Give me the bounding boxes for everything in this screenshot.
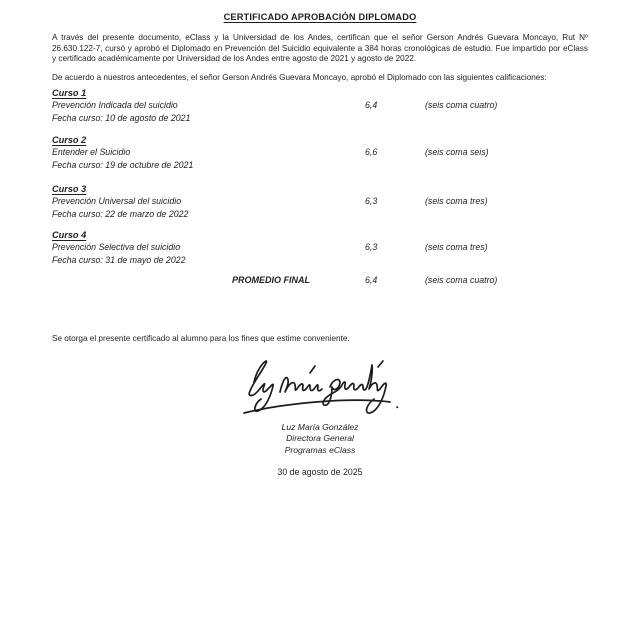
- course-grade: 6,6: [365, 147, 378, 158]
- course-grade-words: (seis coma tres): [425, 242, 488, 253]
- signer-block: [52, 422, 588, 456]
- course-grade-row: [52, 195, 588, 207]
- course-grade: 6,3: [365, 242, 378, 253]
- course-block-3: [52, 183, 588, 220]
- issue-date: 30 de agosto de 2025: [277, 467, 363, 477]
- course-name: Entender el Suicidio: [52, 147, 131, 158]
- closing-paragraph: Se otorga el presente certificado al alumno para los fines que estime conveniente.: [52, 334, 350, 343]
- course-block-2: [52, 134, 588, 171]
- course-grade-row: [52, 241, 588, 253]
- course-grade-words: (seis coma tres): [425, 196, 488, 207]
- course-name: Prevención Selectiva del suicidio: [52, 242, 181, 253]
- signature-image: [230, 352, 410, 424]
- signer-organization: Programas eClass: [284, 444, 356, 455]
- course-heading: Curso 3: [52, 184, 87, 194]
- signature-strokes-icon: [230, 352, 410, 424]
- course-grade-words: (seis coma cuatro): [425, 100, 498, 111]
- course-date: Fecha curso: 31 de mayo de 2022: [52, 254, 186, 265]
- course-grade-row: [52, 99, 588, 111]
- course-grade: 6,3: [365, 196, 378, 207]
- signer-name: Luz María González: [281, 422, 359, 432]
- course-grade: 6,4: [365, 100, 378, 111]
- final-average-grade: 6,4: [365, 275, 378, 285]
- grades-intro-paragraph: De acuerdo a nuestros antecedentes, el señor Gerson Andrés Guevara Moncayo, aprobó el Diplomado con las siguientes calificaciones:: [52, 73, 547, 82]
- course-grade-words: (seis coma seis): [425, 147, 489, 158]
- course-grade-row: [52, 146, 588, 158]
- course-name: Prevención Universal del suicidio: [52, 196, 182, 207]
- final-average-label: PROMEDIO FINAL: [232, 275, 310, 285]
- course-heading: Curso 4: [52, 230, 87, 240]
- final-average-grade-words: (seis coma cuatro): [425, 275, 498, 285]
- course-block-4: [52, 229, 588, 266]
- course-heading: Curso 1: [52, 88, 87, 98]
- course-date: Fecha curso: 19 de octubre de 2021: [52, 159, 194, 170]
- course-block-1: [52, 87, 588, 124]
- course-heading: Curso 2: [52, 135, 87, 145]
- course-name: Prevención Indicada del suicidio: [52, 100, 178, 111]
- signer-title: Directora General: [286, 433, 354, 444]
- course-date: Fecha curso: 22 de marzo de 2022: [52, 208, 189, 219]
- intro-paragraph: A través del presente documento, eClass y la Universidad de los Andes, certifican que el señor Gerson Andrés Guevara Moncayo, Rut Nº 26.630.122-7, cursó y aprobó el Diplomado en Prevención del Suicidio equivalente a 384 horas cronológicas de estudio. Fue impartido por eClass y certificado académicamente por Universidad de los Andes entre agosto de 2021 y agosto de 2022.: [52, 33, 588, 64]
- certificate-title: CERTIFICADO APROBACIÓN DIPLOMADO: [223, 12, 417, 22]
- course-date: Fecha curso: 10 de agosto de 2021: [52, 112, 191, 123]
